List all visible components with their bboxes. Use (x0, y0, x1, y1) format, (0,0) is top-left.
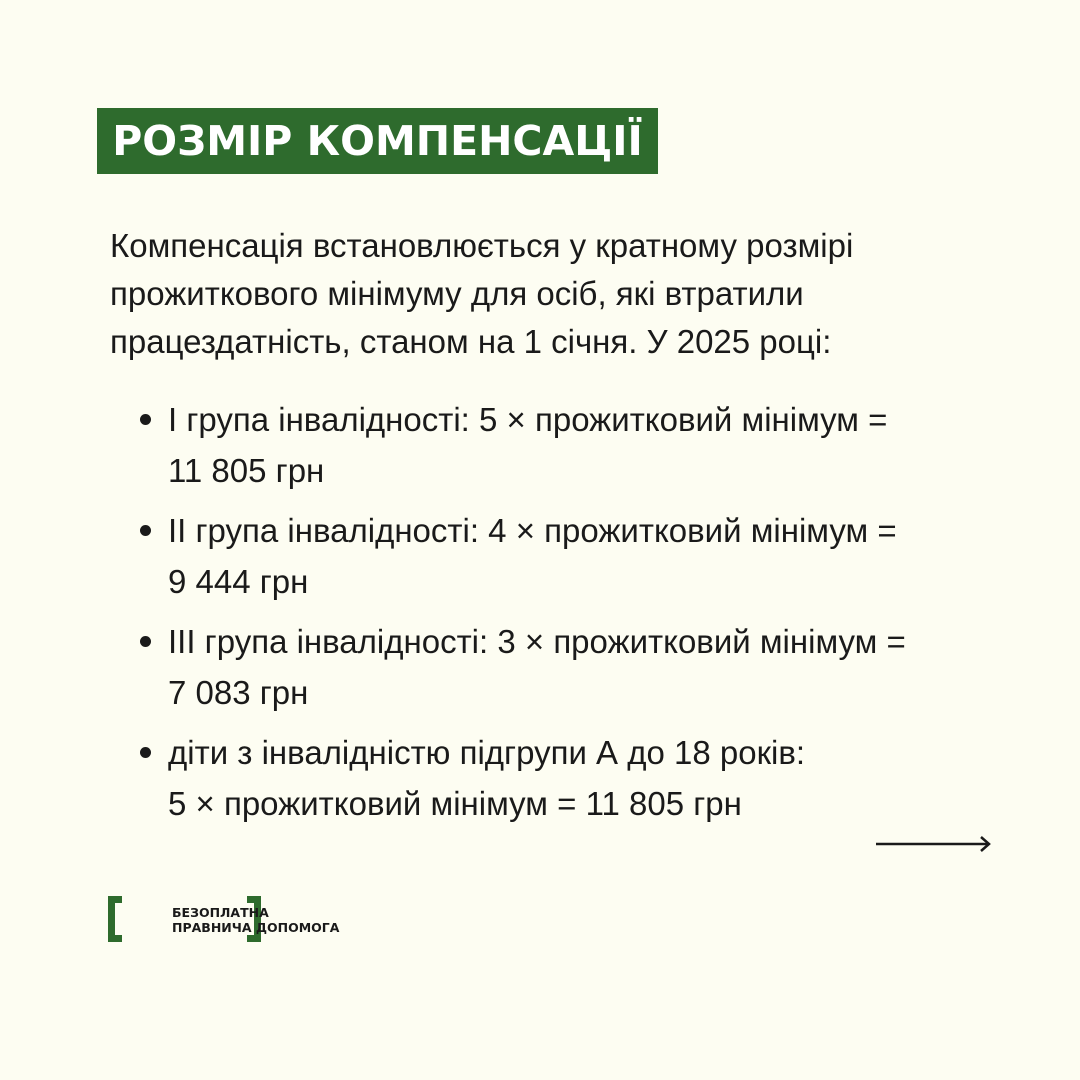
list-item-text: ІІІ група інвалідності: 3 × прожитковий мінімум = (168, 623, 906, 660)
intro-line: працездатність, станом на 1 січня. У 2025 році: (110, 323, 832, 360)
bullet-icon (140, 636, 151, 647)
list-item-group-1 (138, 394, 1038, 496)
list-item-children (138, 727, 1038, 829)
list-item-group-3 (138, 616, 1038, 718)
intro-paragraph (110, 222, 1010, 366)
intro-line: Компенсація встановлюється у кратному розмірі (110, 227, 854, 264)
brand-logo (106, 896, 406, 946)
list-item-amount: 7 083 грн (168, 674, 309, 711)
logo-line-2: ПРАВНИЧА ДОПОМОГА (172, 920, 340, 935)
list-item-amount: 11 805 грн (168, 452, 325, 489)
bullet-icon (140, 525, 151, 536)
list-item-amount: 9 444 грн (168, 563, 309, 600)
list-item-text: ІІ група інвалідності: 4 × прожитковий мінімум = (168, 512, 897, 549)
list-item-group-2 (138, 505, 1038, 607)
bullet-icon (140, 747, 151, 758)
list-item-text: І група інвалідності: 5 × прожитковий мінімум = (168, 401, 888, 438)
logo-line-1: БЕЗОПЛАТНА (172, 905, 269, 920)
logo-text (172, 905, 339, 935)
bracket-left-icon (108, 896, 122, 942)
list-item-amount: 5 × прожитковий мінімум = 11 805 грн (168, 785, 742, 822)
page-title: РОЗМІР КОМПЕНСАЦІЇ (97, 108, 658, 174)
intro-line: прожиткового мінімуму для осіб, які втратили (110, 275, 804, 312)
list-item-text: діти з інвалідністю підгрупи А до 18 років: (168, 734, 806, 771)
arrow-right-icon[interactable] (876, 834, 992, 854)
bullet-icon (140, 414, 151, 425)
compensation-list (138, 394, 1038, 838)
